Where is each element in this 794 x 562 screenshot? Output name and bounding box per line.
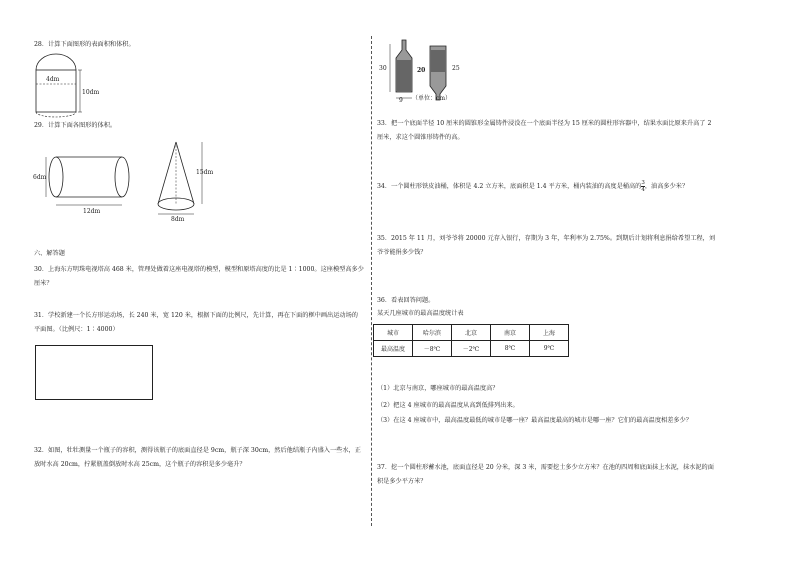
question-30: 30．上海东方明珠电视塔高 468 米，管理处做着这座电视塔的模型，模型和原塔高度的比是 1∶1000。这座模型高多少厘米？ bbox=[34, 266, 364, 287]
label-10dm: 10dm bbox=[82, 89, 100, 96]
question-28: 28．计算下面图形的表面积和体积。 bbox=[34, 41, 135, 48]
table-header-row bbox=[374, 325, 569, 341]
unit-label: （单位：cm） bbox=[412, 95, 452, 102]
table-cell: 哈尔滨 bbox=[413, 325, 452, 341]
fraction-denominator: 4 bbox=[641, 187, 645, 193]
label-12dm: 12dm bbox=[83, 208, 101, 215]
question-35: 35．2015 年 11 月，刘爷爷将 20000 元存入银行，存期为 3 年，年利率为 2.75%。到期后计划将利息捐给希望工程，刘爷爷能捐多少钱？ bbox=[377, 235, 716, 256]
question-36: 36．看表回答问题。 bbox=[377, 297, 435, 304]
table-cell: 上海 bbox=[530, 325, 569, 341]
table-cell: 城市 bbox=[374, 325, 413, 341]
table-cell: －8℃ bbox=[413, 341, 452, 357]
label-8dm: 8dm bbox=[171, 216, 185, 223]
table-title: 某天几座城市的最高温度统计表 bbox=[377, 310, 464, 317]
question-29: 29．计算下面各图形的体积。 bbox=[34, 122, 117, 129]
question-37: 37．挖一个圆柱形蓄水池，底面直径是 20 分米，深 3 米，需要挖土多少立方米？在池的四周和底面抹上水泥，抹水泥的面积是多少平方米？ bbox=[377, 464, 714, 485]
drawing-box[interactable] bbox=[35, 345, 153, 400]
fraction-numerator: 3 bbox=[641, 180, 645, 186]
label-25: 25 bbox=[452, 65, 460, 72]
table-cell: －2℃ bbox=[452, 341, 491, 357]
figure-32-bottles bbox=[376, 36, 476, 102]
question-34 bbox=[377, 180, 717, 194]
question-36-2: （2）把这 4 座城市的最高温度从高到低排列出来。 bbox=[377, 402, 519, 409]
question-34-text: 34．一个圆柱形铁皮油桶，体积是 4.2 立方米，底面积是 1.4 平方米，桶内装油的高度是桶高的 bbox=[377, 183, 642, 190]
table-cell: 最高温度 bbox=[374, 341, 413, 357]
question-36-3: （3）在这 4 座城市中，最高温度最低的城市是哪一座？最高温度最高的城市是哪一座？它们的最高温度相差多少？ bbox=[377, 417, 692, 424]
figure-29-cone bbox=[152, 138, 222, 222]
section-title: 六、解答题 bbox=[34, 250, 65, 257]
label-15dm: 15dm bbox=[196, 169, 214, 176]
question-34-text-end: ，油高多少米？ bbox=[644, 183, 689, 190]
question-36-1: （1）北京与南京，哪座城市的最高温度高？ bbox=[377, 385, 499, 392]
label-30: 30 bbox=[379, 65, 387, 72]
label-9: 9 bbox=[399, 97, 403, 104]
column-divider bbox=[371, 36, 372, 526]
figure-29-cylinder bbox=[30, 153, 140, 215]
label-20: 20 bbox=[417, 67, 426, 74]
temperature-table bbox=[373, 324, 569, 357]
table-row bbox=[374, 341, 569, 357]
table-cell: 9℃ bbox=[530, 341, 569, 357]
figure-28-semicylinder-box bbox=[30, 54, 110, 116]
table-cell: 南京 bbox=[491, 325, 530, 341]
table-cell: 8℃ bbox=[491, 341, 530, 357]
question-32: 32．如图，牡牡测量一个瓶子的容积，测得该瓶子的底面直径是 9cm，瓶子深 30cm，然后他结瓶子内盛入一些水，正放时水高 20cm，拧紧瓶盖倒放时水高 25cm，这个瓶子的容积是多少毫升？ bbox=[34, 447, 361, 468]
label-4dm: 4dm bbox=[46, 76, 60, 83]
question-31: 31．学校新建一个长方形运动场，长 240 米，宽 120 米，根据下面的比例尺，先计算，再在下面的框中画出运动场的平面图。（比例尺：1∶4000） bbox=[34, 312, 358, 333]
question-33: 33．把一个底面半径 10 厘米的圆锥形金属铸件浸没在一个底面半径为 15 厘米的圆柱形容器中，结果水面比原来升高了 2 厘米，求这个圆锥形铸件的高。 bbox=[377, 120, 712, 141]
table-cell: 北京 bbox=[452, 325, 491, 341]
label-6dm: 6dm bbox=[33, 174, 47, 181]
